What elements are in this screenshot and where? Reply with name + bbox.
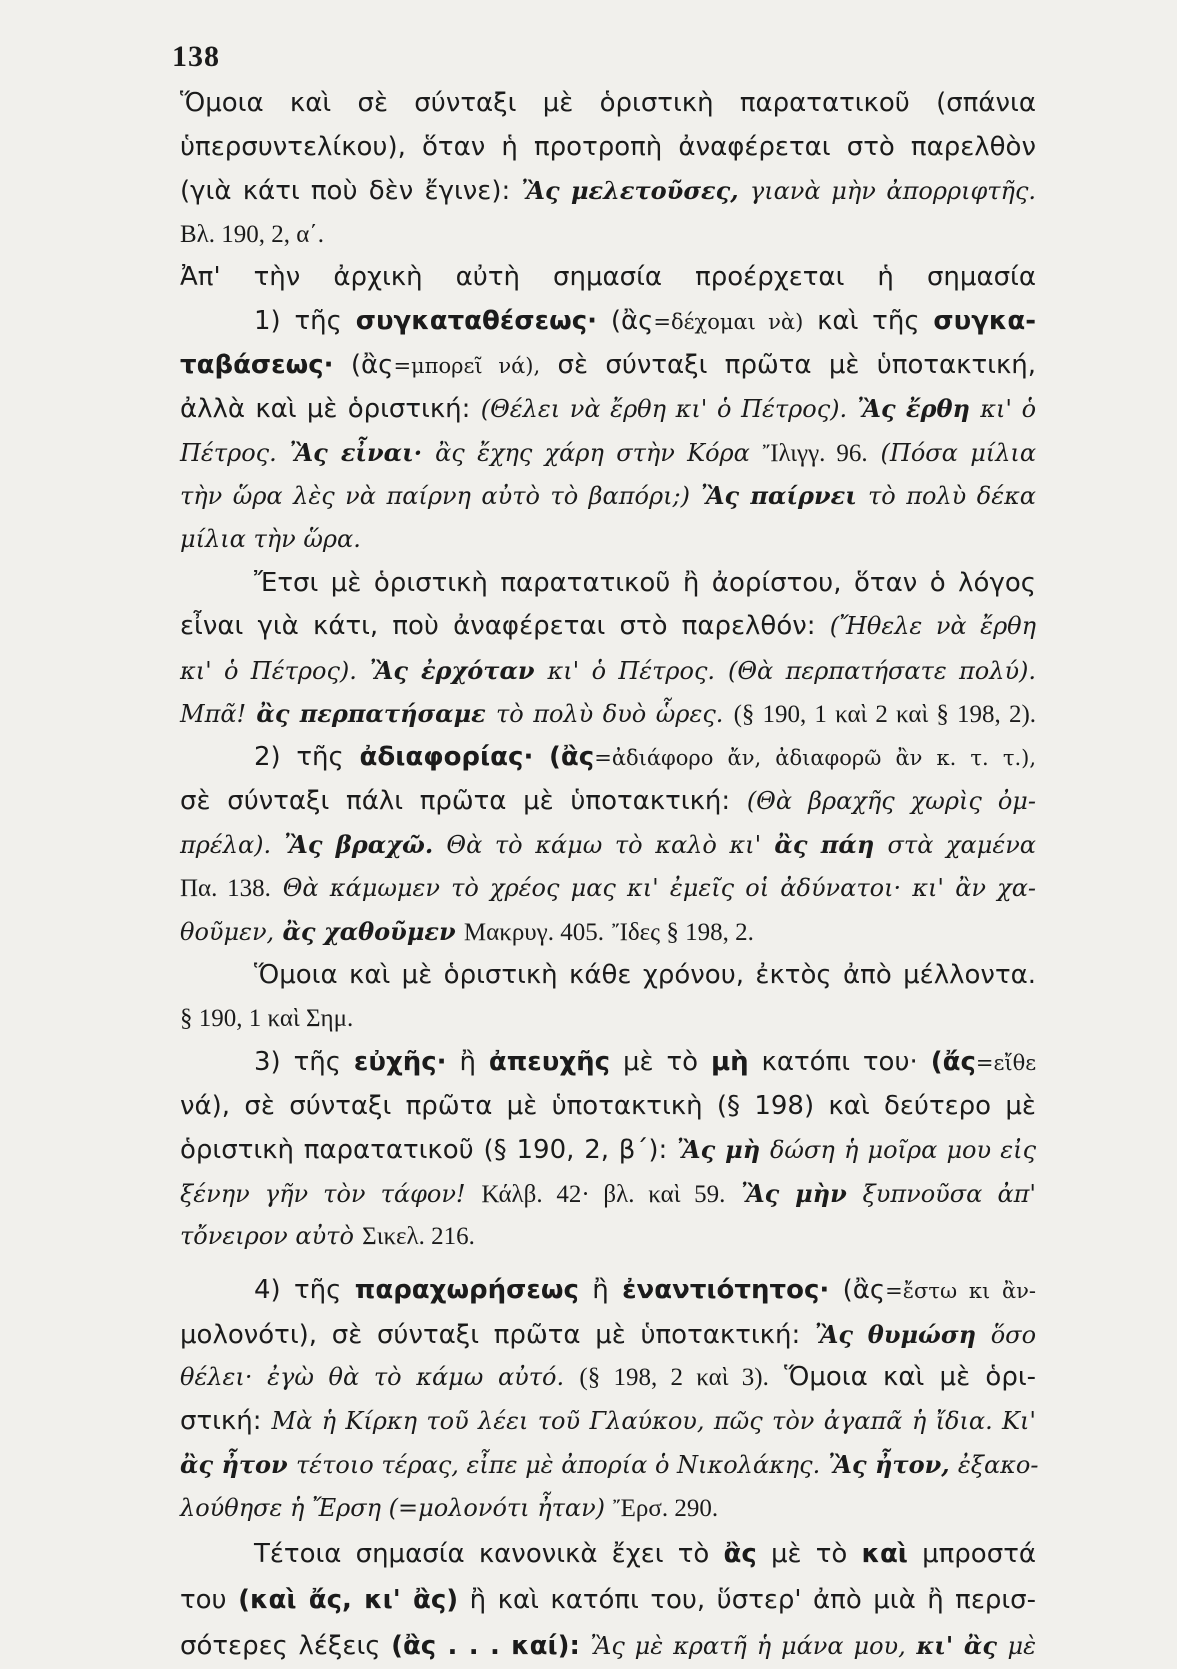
- text-line: Ἔτσι μὲ ὁριστικὴ παρατατικοῦ ἢ ἀορίστου, ὅταν ὁ λόγος: [254, 567, 1036, 598]
- text-line: σὲ σύνταξι πάλι πρῶτα μὲ ὑποτακτική: (Θὰ βραχῆς χωρὶς ὀμ-: [180, 785, 1036, 816]
- text-line: μολονότι), σὲ σύνταξι πρῶτα μὲ ὑποτακτική: Ἂς θυμώση ὅσο: [180, 1319, 1037, 1350]
- text-line: στική: Μὰ ἡ Κίρκη τοῦ λέει τοῦ Γλαύκου, πῶς τὸν ἀγαπᾶ ἡ ἴδια. Κι': [180, 1405, 1036, 1436]
- text-line: θοῦμεν, ἂς χαθοῦμεν Μακρυγ. 405. Ἴδες § 198, 2.: [180, 917, 754, 947]
- text-line: ἀλλὰ καὶ μὲ ὁριστική: (Θέλει νὰ ἔρθη κι' ὁ Πέτρος). Ἂς ἔρθη κι' ὁ: [180, 394, 1037, 425]
- text-line: Πα. 138. Θὰ κάμωμεν τὸ χρέος μας κι' ἐμεῖς οἱ ἀδύνατοι· κι' ἂν χα-: [180, 873, 1037, 902]
- text-line: εἶναι γιὰ κάτι, ποὺ ἀναφέρεται στὸ παρελθόν: (Ἤθελε νὰ ἔρθη: [180, 611, 1037, 642]
- text-line: Τέτοια σημασία κανονικὰ ἔχει τὸ ἂς μὲ τὸ καὶ μπροστά: [254, 1538, 1036, 1569]
- text-line: ξένην γῆν τὸν τάφον! Κάλβ. 42· βλ. καὶ 59. Ἂς μὴν ξυπνοῦσα ἀπ': [180, 1178, 1037, 1208]
- text-line: Ὅμοια καὶ μὲ ὁριστικὴ κάθε χρόνου, ἐκτὸς ἀπὸ μέλλοντα.: [254, 959, 1036, 990]
- text-line: (γιὰ κάτι ποὺ δὲν ἔγινε): Ἂς μελετοῦσες, γιανὰ μὴν ἀπορριφτῆς.: [180, 176, 1037, 207]
- text-line: νά), σὲ σύνταξι πρῶτα μὲ ὑποτακτικὴ (§ 198) καὶ δεύτερο μὲ: [180, 1090, 1036, 1121]
- text-line: ταβάσεως· (ἂς=μπορεῖ νά), σὲ σύνταξι πρῶτα μὲ ὑποτακτική,: [180, 349, 1037, 380]
- text-line: 3) τῆς εὐχῆς· ἢ ἀπευχῆς μὲ τὸ μὴ κατόπι του· (ἄς=εἴθε: [254, 1047, 1037, 1078]
- text-line: του (καὶ ἄς, κι' ἂς) ἢ καὶ κατόπι του, ὕστερ' ἀπὸ μιὰ ἢ περισ-: [180, 1584, 1037, 1615]
- text-line: μίλια τὴν ὥρα.: [180, 524, 361, 553]
- text-line: Πέτρος. Ἂς εἶναι· ἂς ἔχης χάρη στὴν Κόρα Ἴλιγγ. 96. (Πόσα μίλια: [180, 437, 1037, 467]
- text-line: τὄνειρον αὐτὸ Σικελ. 216.: [180, 1222, 475, 1251]
- text-line: τὴν ὥρα λὲς νὰ παίρνη αὐτὸ τὸ βαπόρι;) Ἂς παίρνει τὸ πολὺ δέκα: [180, 481, 1037, 511]
- text-line: Μπᾶ! ἂς περπατήσαμε τὸ πολὺ δυὸ ὧρες. (§ 190, 1 καὶ 2 καὶ § 198, 2).: [180, 699, 1037, 729]
- text-line: 4) τῆς παραχωρήσεως ἢ ἐναντιότητος· (ἂς=ἔστω κι ἂν-: [254, 1275, 1036, 1306]
- text-line: 1) τῆς συγκαταθέσεως· (ἂς=δέχομαι νὰ) καὶ τῆς συγκα-: [254, 305, 1037, 336]
- text-line: σότερες λέξεις (ἂς . . . καί): Ἂς μὲ κρατῆ ἡ μάνα μου, κι' ἂς μὲ: [180, 1630, 1037, 1661]
- page-number: 138: [172, 40, 220, 73]
- text-line: § 190, 1 καὶ Σημ.: [180, 1005, 354, 1033]
- text-line: θέλει· ἐγὼ θὰ τὸ κάμω αὐτό. (§ 198, 2 καὶ 3). Ὅμοια καὶ μὲ ὁρι-: [180, 1362, 1037, 1393]
- text-line: ὁριστικὴ παρατατικοῦ (§ 190, 2, β΄): Ἂς μὴ δώση ἡ μοῖρα μου εἰς: [180, 1135, 1037, 1166]
- text-line: Ἀπ' τὴν ἀρχικὴ αὐτὴ σημασία προέρχεται ἡ σημασία: [180, 262, 1036, 293]
- text-line: ὑπερσυντελίκου), ὅταν ἡ προτροπὴ ἀναφέρεται στὸ παρελθὸν: [180, 131, 1036, 162]
- text-line: ἂς ἦτον τέτοιο τέρας, εἶπε μὲ ἀπορία ὁ Νικολάκης. Ἂς ἦτον, ἐξακο-: [180, 1450, 1039, 1480]
- body-text: [180, 82, 1039, 1669]
- text-line: κι' ὁ Πέτρος). Ἂς ἐρχόταν κι' ὁ Πέτρος. (Θὰ περπατήσατε πολύ).: [180, 655, 1037, 685]
- text-line: λούθησε ἡ Ἔρση (=μολονότι ἦταν) Ἔρσ. 290.: [180, 1494, 719, 1522]
- text-line: 2) τῆς ἀδιαφορίας· (ἂς=ἀδιάφορο ἄν, ἀδιαφορῶ ἂν κ. τ. τ.),: [254, 741, 1037, 772]
- text-line: Ὅμοια καὶ σὲ σύνταξι μὲ ὁριστικὴ παρατατικοῦ (σπάνια: [180, 88, 1036, 118]
- text-line: πρέλα). Ἂς βραχῶ. Θὰ τὸ κάμω τὸ καλὸ κι' ἂς πάη στὰ χαμένα: [180, 830, 1037, 860]
- text-line: Βλ. 190, 2, α΄.: [180, 220, 324, 248]
